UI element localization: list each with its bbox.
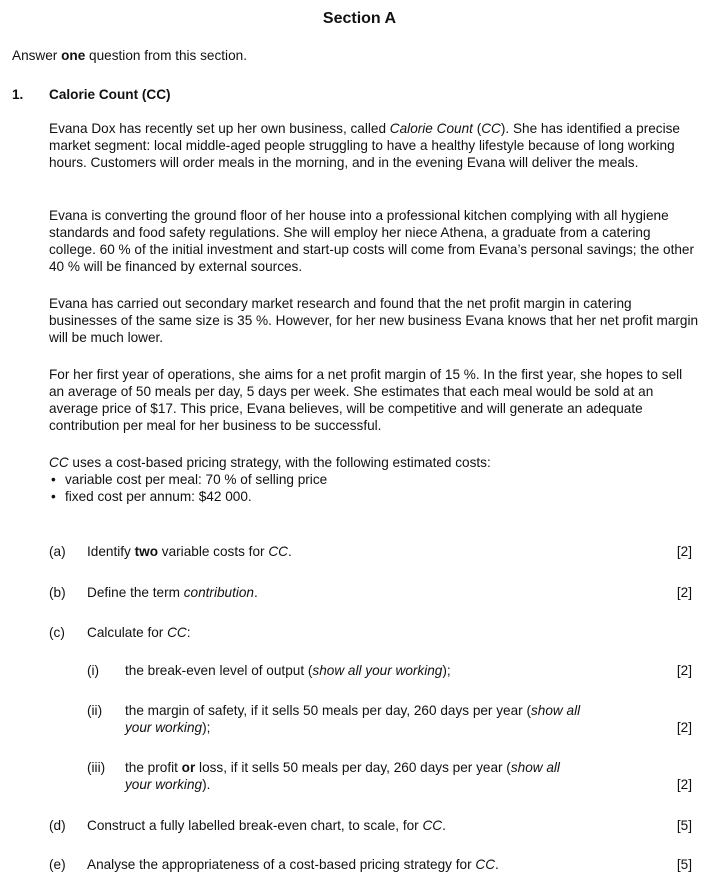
instruction: Answer one question from this section. <box>12 48 247 63</box>
part-c-ii-label: (ii) <box>87 703 103 718</box>
paragraph-4: For her first year of operations, she aims for a net profit margin of 15 %. In the first year, she hopes to sell an average of 50 meals per day, 5 days per week. She estimates that each meal would be sold at an average price of $17. This price, Evana believes, will be competitive and will generate an adequate contribution per meal for her business to be successful. <box>49 367 683 433</box>
part-c-i-marks: [2] <box>676 663 692 678</box>
part-b-marks: [2] <box>676 585 692 600</box>
list-item: • variable cost per meal: 70 % of selling price <box>49 471 699 488</box>
part-c-ii-text: the margin of safety, if it sells 50 meals per day, 260 days per year (show all your working); <box>125 703 581 735</box>
part-e-label: (e) <box>49 857 66 872</box>
cost-list <box>49 471 699 505</box>
part-c-label: (c) <box>49 625 65 640</box>
part-c-i-label: (i) <box>87 663 100 678</box>
part-a-text: Identify two variable costs for CC. <box>87 544 292 559</box>
section-title: Section A <box>322 10 397 27</box>
part-e-marks: [5] <box>676 857 692 872</box>
part-c-iii-text: the profit or loss, if it sells 50 meals per day, 260 days per year (show all your working). <box>125 760 560 792</box>
part-b-text: Define the term contribution. <box>87 585 258 600</box>
part-e-text: Analyse the appropriateness of a cost-based pricing strategy for CC. <box>87 857 499 872</box>
part-d-label: (d) <box>49 818 66 833</box>
list-item: • fixed cost per annum: $42 000. <box>49 488 699 505</box>
part-a-label: (a) <box>49 544 66 559</box>
part-c-iii-marks: [2] <box>676 777 692 792</box>
paragraph-3: Evana has carried out secondary market research and found that the net profit margin in catering businesses of the same size is 35 %. However, for her new business Evana knows that her net profit margin will be much lower. <box>49 296 699 345</box>
part-c-iii-label: (iii) <box>87 760 106 775</box>
part-d-marks: [5] <box>676 818 692 833</box>
part-b-label: (b) <box>49 585 66 600</box>
part-c-text: Calculate for CC: <box>87 625 191 640</box>
question-title: Calorie Count (CC) <box>49 87 171 102</box>
paragraph-1: Evana Dox has recently set up her own business, called Calorie Count (CC). She has identified a precise market segment: local middle-aged people struggling to have a healthy lifestyle because of long working hours. Customers will order meals in the morning, and in the evening Evana will deliver the meals. <box>49 121 680 170</box>
part-a-marks: [2] <box>676 544 692 559</box>
paragraph-2: Evana is converting the ground floor of her house into a professional kitchen complying with all hygiene standards and food safety regulations. She will employ her niece Athena, a graduate from a catering college. 60 % of the initial investment and start-up costs will come from Evana’s personal savings; the other 40 % will be financed by external sources. <box>49 208 695 274</box>
part-d-text: Construct a fully labelled break-even chart, to scale, for CC. <box>87 818 446 833</box>
question-number: 1. <box>12 87 24 102</box>
paragraph-5: CC uses a cost-based pricing strategy, with the following estimated costs: <box>49 455 491 470</box>
part-c-i-text: the break-even level of output (show all your working); <box>125 663 451 678</box>
part-c-ii-marks: [2] <box>676 720 692 735</box>
